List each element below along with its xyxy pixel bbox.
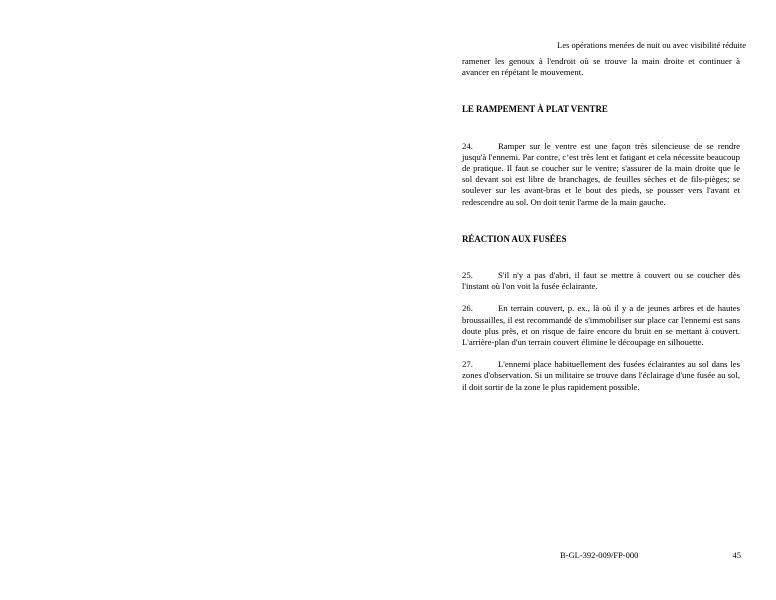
running-header: Les opérations menées de nuit ou avec visibilité réduite: [557, 40, 746, 50]
paragraph-number: 26.: [462, 303, 473, 314]
paragraph-number: 24.: [462, 140, 473, 151]
paragraph-27: [462, 359, 740, 393]
document-code: B-GL-392-009/FP-000: [560, 550, 639, 560]
paragraph-text: Ramper sur le ventre est une façon très silencieuse de se rendre jusqu'à l'ennemi. Par contre, c’est très lent et fatigant et cela nécessite beaucoup de pratique. Il faut se coucher sur le ventre; s'assurer de la main droite que le sol devant soi est libre de branchages, de feuilles sèches et de fils-pièges; se soulever sur les avant-bras et le bout des pieds, se pousser vers l'avant et redescendre au sol. On doit tenir l'arme de la main gauche.: [462, 140, 740, 207]
paragraph-number: 25.: [462, 270, 473, 281]
paragraph-24: [462, 141, 740, 208]
page-body: [462, 56, 740, 404]
section-heading: LE RAMPEMENT À PLAT VENTRE: [462, 104, 608, 115]
paragraph-26: [462, 303, 740, 348]
paragraph-text: En terrain couvert, p. ex., là où il y a de jeunes arbres et de hautes broussailles, il est recommandé de s'immobiliser sur place car l'ennemi est sans doute plus près, et on risque de faire encore du bruit en se mettant à couvert. L'arrière-plan d'un terrain couvert élimine le découpage en silhouette.: [462, 303, 740, 348]
section-heading: RÉACTION AUX FUSÉES: [462, 233, 567, 244]
paragraph-number: 27.: [462, 359, 473, 370]
paragraph-text: L'ennemi place habituellement des fusées éclairantes au sol dans les zones d'observation. Si un militaire se trouve dans l'éclairage d'une fusée au sol, il doit sortir de la zone le plus rapidement possible.: [462, 359, 740, 392]
paragraph-25: [462, 270, 740, 292]
paragraph-text: S'il n'y a pas d'abri, il faut se mettre à couvert ou se coucher dès l'instant où l'on voit la fusée éclairante.: [462, 270, 740, 292]
continuation-paragraph: ramener les genoux à l'endroit où se trouve la main droite et continuer à avancer en répétant le mouvement.: [462, 56, 740, 78]
page-number: 45: [732, 550, 741, 560]
